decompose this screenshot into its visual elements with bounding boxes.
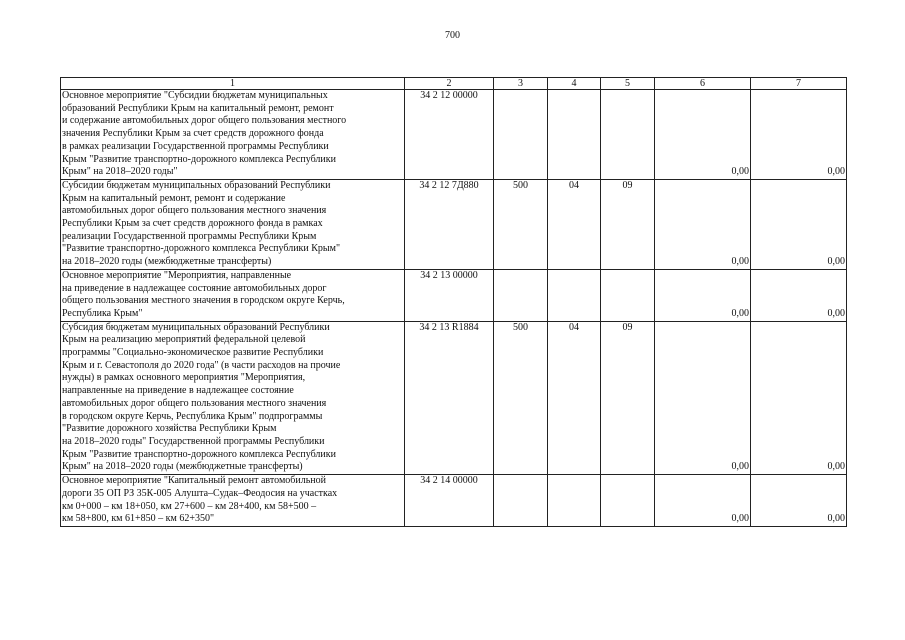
row-code: 34 2 12 00000 <box>405 90 494 180</box>
column-header: 3 <box>494 78 548 90</box>
row-col3 <box>494 269 548 321</box>
row-amount-col7: 0,00 <box>751 90 847 180</box>
row-amount-col6: 0,00 <box>655 90 751 180</box>
row-description: Субсидия бюджетам муниципальных образований Республики Крым на реализацию мероприятий федеральной целевой программы "Социально-экономическое развитие Республики Крым и г. Севастополя до 2020 года" (в части расходов на прочие нужды) в рамках основного мероприятия "Мероприятия, направленные на приведение в надлежащее состояние автомобильных дорог общего пользования местного значения в городском округе Керчь, Республика Крым" подпрограммы "Развитие дорожного хозяйства Республики Крым на 2018–2020 годы" Государственной программы Республики Крым "Развитие транспортно-дорожного комплекса Республики Крым" на 2018–2020 годы (межбюджетные трансферты) <box>61 321 405 474</box>
row-col4 <box>548 90 601 180</box>
row-description: Основное мероприятие "Субсидии бюджетам муниципальных образований Республики Крым на капитальный ремонт, ремонт и содержание автомобильных дорог общего пользования местного значения Республики Крым за счет средств дорожного фонда в рамках реализации Государственной программы Республики Крым "Развитие транспортно-дорожного комплекса Республики Крым" на 2018–2020 годы" <box>61 90 405 180</box>
row-col3 <box>494 475 548 527</box>
budget-table <box>60 77 847 527</box>
row-col5: 09 <box>601 321 655 474</box>
column-header: 4 <box>548 78 601 90</box>
column-header: 2 <box>405 78 494 90</box>
row-amount-col6: 0,00 <box>655 475 751 527</box>
row-code: 34 2 13 00000 <box>405 269 494 321</box>
row-col5: 09 <box>601 179 655 269</box>
column-header: 1 <box>61 78 405 90</box>
table-row <box>61 269 847 321</box>
row-description: Субсидии бюджетам муниципальных образований Республики Крым на капитальный ремонт, ремонт и содержание автомобильных дорог общего пользования местного значения Республики Крым за счет средств дорожного фонда в рамках реализации Государственной программы Республики Крым "Развитие транспортно-дорожного комплекса Республики Крым" на 2018–2020 годы (межбюджетные трансферты) <box>61 179 405 269</box>
table-row <box>61 179 847 269</box>
row-code: 34 2 14 00000 <box>405 475 494 527</box>
row-col5 <box>601 269 655 321</box>
row-amount-col7: 0,00 <box>751 475 847 527</box>
row-col4: 04 <box>548 321 601 474</box>
row-col5 <box>601 90 655 180</box>
row-code: 34 2 12 7Д880 <box>405 179 494 269</box>
row-col5 <box>601 475 655 527</box>
row-amount-col6: 0,00 <box>655 179 751 269</box>
row-code: 34 2 13 R1884 <box>405 321 494 474</box>
column-header: 7 <box>751 78 847 90</box>
row-description: Основное мероприятие "Капитальный ремонт автомобильной дороги 35 ОП РЗ 35К-005 Алушта–Судак–Феодосия на участках км 0+000 – км 18+050, км 27+600 – км 28+400, км 58+500 – км 58+800, км 61+850 – км 62+350" <box>61 475 405 527</box>
row-col3: 500 <box>494 321 548 474</box>
table-header-row <box>61 78 847 90</box>
row-amount-col7: 0,00 <box>751 321 847 474</box>
row-col3 <box>494 90 548 180</box>
table-row <box>61 90 847 180</box>
column-header: 6 <box>655 78 751 90</box>
page-number: 700 <box>445 30 460 41</box>
table-row <box>61 475 847 527</box>
row-amount-col7: 0,00 <box>751 179 847 269</box>
row-col4 <box>548 269 601 321</box>
column-header: 5 <box>601 78 655 90</box>
row-amount-col7: 0,00 <box>751 269 847 321</box>
row-description: Основное мероприятие "Мероприятия, направленные на приведение в надлежащее состояние автомобильных дорог общего пользования местного значения в городском округе Керчь, Республика Крым" <box>61 269 405 321</box>
row-amount-col6: 0,00 <box>655 269 751 321</box>
row-col4: 04 <box>548 179 601 269</box>
row-amount-col6: 0,00 <box>655 321 751 474</box>
row-col4 <box>548 475 601 527</box>
row-col3: 500 <box>494 179 548 269</box>
table-row <box>61 321 847 474</box>
